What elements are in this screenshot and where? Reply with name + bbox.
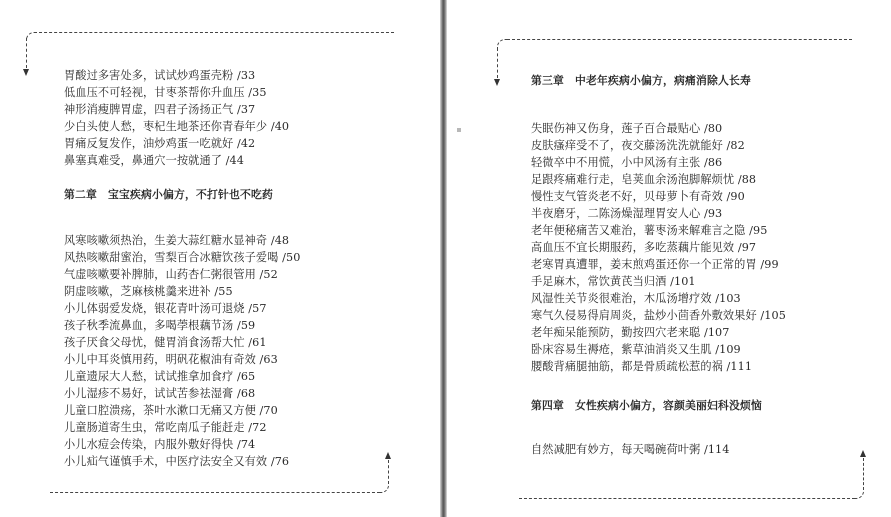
right-page	[447, 0, 891, 517]
toc-entry[interactable]: 腰酸背痛腿抽筋，都是骨质疏松惹的祸 /111	[531, 360, 753, 373]
toc-entry[interactable]: 自然减肥有妙方，每天喝碗荷叶粥 /114	[531, 443, 730, 456]
toc-entry[interactable]: 阴虚咳嗽，芝麻核桃羹来进补 /55	[64, 285, 233, 298]
toc-entry[interactable]: 胃酸过多害处多，试试炒鸡蛋壳粉 /33	[64, 69, 256, 82]
curve-corner	[26, 32, 37, 41]
toc-entry[interactable]: 卧床容易生褥疮，紫草油消炎又生肌 /109	[531, 343, 741, 356]
decorative-dashed-line-bottom	[519, 498, 855, 499]
toc-entry[interactable]: 老年痴呆能预防，勤按四穴老来聪 /107	[531, 326, 730, 339]
left-page	[0, 0, 440, 517]
toc-entry[interactable]: 手足麻木，常饮黄芪当归酒 /101	[531, 275, 696, 288]
toc-entry[interactable]: 气虚咳嗽要补脾肺，山药杏仁粥很管用 /52	[64, 268, 278, 281]
toc-entry[interactable]: 鼻塞真难受，鼻通穴一按就通了 /44	[64, 154, 244, 167]
toc-entry[interactable]: 小儿中耳炎慎用药，明矾花椒油有奇效 /63	[64, 353, 278, 366]
decorative-dashed-line-left	[497, 48, 498, 78]
toc-entry[interactable]: 风湿性关节炎很难治，木瓜汤增疗效 /103	[531, 292, 741, 305]
toc-entry[interactable]: 皮肤瘙痒受不了，夜交藤汤洗洗就能好 /82	[531, 139, 745, 152]
toc-entry[interactable]: 高血压不宜长期服药，多吃蒸藕片能见效 /97	[531, 241, 757, 254]
decorative-dashed-line-top	[34, 32, 394, 33]
toc-entry[interactable]: 儿童肠道寄生虫，常吃南瓜子能赶走 /72	[64, 421, 267, 434]
toc-entry[interactable]: 足跟疼痛难行走，皂荚血余汤泡脚解烦忧 /88	[531, 173, 757, 186]
arrow-up-icon	[385, 452, 391, 459]
toc-entry[interactable]: 半夜磨牙，二陈汤燥湿理胃安人心 /93	[531, 207, 723, 220]
toc-entry[interactable]: 儿童口腔溃疡，茶叶水漱口无痛又方便 /70	[64, 404, 278, 417]
toc-entry[interactable]: 小儿水痘会传染，内服外敷好得快 /74	[64, 438, 256, 451]
decorative-dashed-line-top	[507, 39, 852, 40]
toc-entry[interactable]: 孩子厌食父母忧，健胃消食汤帮大忙 /61	[64, 336, 267, 349]
chapter-heading: 第四章 女性疾病小偏方，容颜美丽妇科没烦恼	[531, 399, 762, 412]
toc-entry[interactable]: 风寒咳嗽须热治，生姜大蒜红糖水显神奇 /48	[64, 234, 290, 247]
arrow-up-icon	[860, 450, 866, 457]
toc-entry[interactable]: 老年便秘痛苦又难治，薯枣汤来解难言之隐 /95	[531, 224, 768, 237]
toc-entry[interactable]: 老寒胃真遭罪，姜末煎鸡蛋还你一个正常的胃 /99	[531, 258, 779, 271]
toc-entry[interactable]: 失眠伤神又伤身，莲子百合最贴心 /80	[531, 122, 723, 135]
toc-entry[interactable]: 小儿疝气谨慎手术，中医疗法安全又有效 /76	[64, 455, 290, 468]
chapter-heading: 第三章 中老年疾病小偏方，病痛消除人长寿	[531, 74, 751, 87]
toc-entry[interactable]: 小儿湿疹不易好，试试苦参祛湿膏 /68	[64, 387, 256, 400]
toc-entry[interactable]: 胃痛反复发作，油炒鸡蛋一吃就好 /42	[64, 137, 256, 150]
decorative-dashed-line-right	[863, 458, 864, 490]
book-spine	[440, 0, 447, 517]
decorative-dashed-line-left	[26, 38, 27, 68]
toc-entry[interactable]: 少白头使人愁，枣杞生地茶还你青春年少 /40	[64, 120, 290, 133]
toc-entry[interactable]: 轻微卒中不用慌，小中风汤有主张 /86	[531, 156, 723, 169]
toc-entry[interactable]: 风热咳嗽甜蜜治，雪梨百合冰糖饮孩子爱喝 /50	[64, 251, 301, 264]
decorative-dashed-line-bottom	[50, 492, 380, 493]
toc-entry[interactable]: 慢性支气管炎老不好，贝母萝卜有奇效 /90	[531, 190, 745, 203]
toc-entry[interactable]: 神形消瘦脾胃虚，四君子汤扬正气 /37	[64, 103, 256, 116]
toc-entry[interactable]: 寒气久侵易得肩周炎，盐炒小茴香外敷效果好 /105	[531, 309, 786, 322]
scan-speck	[457, 128, 461, 132]
decorative-dashed-line-right	[388, 460, 389, 484]
chapter-heading: 第二章 宝宝疾病小偏方，不打针也不吃药	[64, 188, 273, 201]
arrow-down-icon	[23, 69, 29, 76]
toc-entry[interactable]: 小儿体弱爱发烧，银花青叶汤可退烧 /57	[64, 302, 267, 315]
curve-corner	[497, 39, 508, 50]
arrow-down-icon	[494, 79, 500, 86]
toc-entry[interactable]: 低血压不可轻视，甘枣茶帮你升血压 /35	[64, 86, 267, 99]
toc-entry[interactable]: 孩子秋季流鼻血，多喝荸根藕节汤 /59	[64, 319, 256, 332]
toc-entry[interactable]: 儿童遗尿大人愁，试试推拿加食疗 /65	[64, 370, 256, 383]
